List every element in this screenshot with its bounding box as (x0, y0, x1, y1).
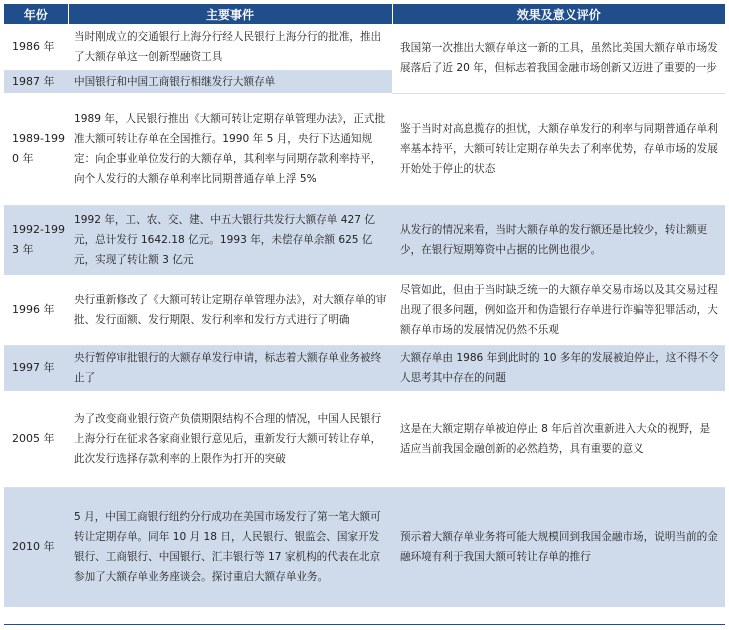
table-row (4, 487, 725, 607)
row-year: 1996 年 (4, 275, 68, 345)
row-evaluation: 尽管如此，但由于当时缺乏统一的大额存单交易市场以及其交易过程出现了很多问题，例如盗开和伪造银行存单进行诈骗等犯罪活动，大额存单市场的发展情况仍然不乐观 (392, 275, 725, 345)
table-row (4, 93, 725, 205)
row-event: 为了改变商业银行资产负债期限结构不合理的情况，中国人民银行上海分行在征求各家商业银行意见后，重新发行大额可转让存单，此次发行选择存款利率的上限作为打开的突破 (68, 391, 392, 487)
header-year: 年份 (4, 4, 68, 24)
row-event: 5 月，中国工商银行纽约分行成功在美国市场发行了第一笔大额可转让定期存单。同年 10 月 18 日，人民银行、银监会、国家开发银行、工商银行、中国银行、汇丰银行等 17 家机构的代表在北京参加了大额存单业务座谈会。探讨重启大额存单业务。 (68, 487, 392, 607)
row-evaluation: 大额存单由 1986 年到此时的 10 多年的发展被迫停止，这不得不令人思考其中存在的问题 (392, 345, 725, 391)
row-event: 当时刚成立的交通银行上海分行经人民银行上海分行的批准，推出了大额存单这一创新型融资工具 (68, 24, 392, 70)
row-year: 1997 年 (4, 345, 68, 391)
row-event: 央行重新修改了《大额可转让定期存单管理办法》，对大额存单的审批、发行面额、发行期限、发行利率和发行方式进行了明确 (68, 275, 392, 345)
row-evaluation: 鉴于当时对高息揽存的担忧，大额存单发行的利率与同期普通存单利率基本持平，大额可转让定期存单失去了利率优势，存单市场的发展开始处于停止的状态 (392, 93, 725, 205)
table-row (4, 205, 725, 275)
row-year: 2010 年 (4, 487, 68, 607)
row-year: 1987 年 (4, 70, 68, 93)
row-year: 1986 年 (4, 24, 68, 70)
table-row (4, 391, 725, 487)
row-evaluation: 从发行的情况来看，当时大额存单的发行额还是比较少，转让额更少，在银行短期筹资中占据的比例也很少。 (392, 205, 725, 275)
row-event: 央行暂停审批银行的大额存单发行申请，标志着大额存单业务被终止了 (68, 345, 392, 391)
row-event: 中国银行和中国工商银行相继发行大额存单 (68, 70, 392, 93)
table-row (4, 24, 725, 70)
table-row (4, 345, 725, 391)
row-evaluation: 这是在大额定期存单被迫停止 8 年后首次重新进入大众的视野，是适应当前我国金融创新的必然趋势，具有重要的意义 (392, 391, 725, 487)
history-table (4, 4, 725, 608)
row-year: 1992-1993 年 (4, 205, 68, 275)
row-evaluation: 我国第一次推出大额存单这一新的工具，虽然比美国大额存单市场发展落后了近 20 年，但标志着我国金融市场创新又迈进了重要的一步 (392, 24, 725, 93)
row-year: 2005 年 (4, 391, 68, 487)
table-row (4, 275, 725, 345)
table-header-row (4, 4, 725, 24)
header-evaluation: 效果及意义评价 (392, 4, 725, 24)
row-year: 1989-1990 年 (4, 93, 68, 205)
header-event: 主要事件 (68, 4, 392, 24)
row-evaluation: 预示着大额存单业务将可能大规模回到我国金融市场，说明当前的金融环境有利于我国大额可转让存单的推行 (392, 487, 725, 607)
table-bottom-rule (4, 624, 725, 625)
row-event: 1989 年，人民银行推出《大额可转让定期存单管理办法》，正式批准大额可转让存单在全国推行。1990 年 5 月，央行下达通知规定：向企事业单位发行的大额存单，其利率与同期存款利率持平，向个人发行的大额存单利率比同期普通存单上浮 5% (68, 93, 392, 205)
row-event: 1992 年，工、农、交、建、中五大银行共发行大额存单 427 亿元，总计发行 1642.18 亿元。1993 年，未偿存单余额 625 亿元，实现了转让额 3 亿元 (68, 205, 392, 275)
